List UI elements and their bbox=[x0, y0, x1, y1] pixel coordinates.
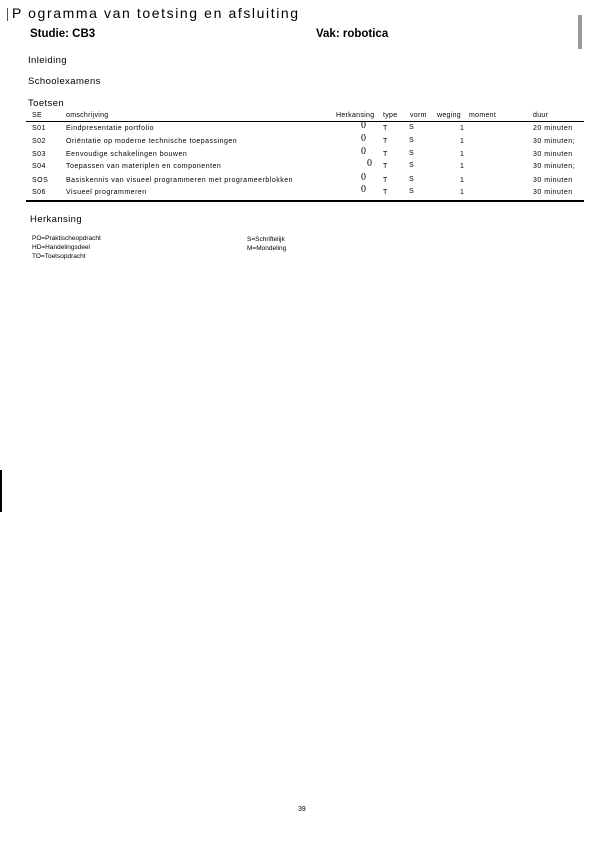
row-vorm: S bbox=[409, 188, 415, 195]
row-weging: 1 bbox=[460, 125, 465, 132]
row-duur: 30 minuten; bbox=[533, 138, 576, 145]
section-schoolexamens: Schoolexamens bbox=[28, 76, 101, 87]
row-weging: 1 bbox=[460, 189, 465, 196]
row-herkansing: 0 bbox=[361, 133, 366, 144]
title-left-mark bbox=[7, 8, 8, 21]
row-se: S04 bbox=[32, 163, 46, 170]
page-title: P ogramma van toetsing en afsluiting bbox=[12, 5, 300, 21]
row-omschrijving: Eenvoudige schakelingen bouwen bbox=[66, 151, 188, 158]
row-type: T bbox=[383, 138, 388, 145]
row-weging: 1 bbox=[460, 177, 465, 184]
row-type: T bbox=[383, 177, 388, 184]
legend-left bbox=[32, 234, 101, 261]
row-herkansing: 0 bbox=[367, 158, 372, 169]
row-omschrijving: Eindpresentatie portfolio bbox=[66, 125, 154, 132]
row-duur: 20 minuten bbox=[533, 125, 573, 132]
header-type: type bbox=[383, 112, 398, 119]
row-duur: 30 minuten bbox=[533, 177, 573, 184]
row-omschrijving: Visueel programmeren bbox=[66, 189, 147, 196]
row-herkansing: 0 bbox=[361, 172, 366, 183]
row-vorm: S bbox=[409, 176, 415, 183]
row-se: S06 bbox=[32, 189, 46, 196]
row-vorm: S bbox=[409, 124, 415, 131]
row-vorm: S bbox=[409, 162, 415, 169]
row-type: T bbox=[383, 151, 388, 158]
vak-label: Vak: robotica bbox=[316, 28, 389, 40]
row-herkansing: 0 bbox=[361, 146, 366, 157]
row-herkansing: 0 bbox=[361, 184, 366, 195]
row-type: T bbox=[383, 125, 388, 132]
row-omschrijving: Basiskennis van visueel programmeren met programeerblokken bbox=[66, 177, 294, 184]
row-omschrijving: Toepassen van materiplen en componenten bbox=[66, 163, 222, 170]
scan-bar-top-right bbox=[578, 15, 582, 49]
header-duur: duur bbox=[533, 112, 549, 119]
row-duur: 30 minuten bbox=[533, 189, 573, 196]
header-moment: moment bbox=[469, 112, 497, 119]
legend-item-po: PO=Praktischeopdracht bbox=[32, 235, 101, 242]
row-vorm: S bbox=[409, 150, 415, 157]
row-se: SOS bbox=[32, 177, 49, 184]
row-weging: 1 bbox=[460, 163, 465, 170]
row-duur: 30 minuten bbox=[533, 151, 573, 158]
legend-item-s: S=Schriftelijk bbox=[247, 236, 285, 243]
scan-bar-left-edge bbox=[0, 470, 2, 512]
section-herkansing: Herkansing bbox=[30, 214, 83, 225]
row-se: S02 bbox=[32, 138, 46, 145]
row-duur: 30 minuten; bbox=[533, 163, 576, 170]
row-herkansing: 0 bbox=[361, 120, 366, 131]
legend-item-to: TO=Toetsopdracht bbox=[32, 253, 86, 260]
row-omschrijving: Oriëntatie op moderne technische toepassingen bbox=[66, 138, 238, 145]
row-se: S01 bbox=[32, 125, 46, 132]
header-herkansing: Herkansing bbox=[336, 112, 375, 119]
section-inleiding: Inleiding bbox=[28, 55, 67, 66]
legend-right bbox=[247, 235, 286, 253]
header-weging: weging bbox=[437, 112, 461, 119]
row-vorm: S bbox=[409, 137, 415, 144]
table-bottom-rule bbox=[26, 200, 584, 202]
studie-label: Studie: CB3 bbox=[30, 28, 96, 40]
page-number: 39 bbox=[298, 806, 306, 813]
row-type: T bbox=[383, 163, 388, 170]
table-header-rule bbox=[26, 121, 584, 122]
row-se: S03 bbox=[32, 151, 46, 158]
row-weging: 1 bbox=[460, 151, 465, 158]
section-toetsen: Toetsen bbox=[28, 98, 65, 109]
legend-item-m: M=Mondeling bbox=[247, 245, 287, 252]
header-omschrijving: omschrijving bbox=[66, 112, 109, 119]
row-type: T bbox=[383, 189, 388, 196]
row-weging: 1 bbox=[460, 138, 465, 145]
legend-item-hd: HD=Handelingsdeel bbox=[32, 244, 90, 251]
header-vorm: vorm bbox=[410, 112, 427, 119]
header-se: SE bbox=[32, 112, 42, 119]
